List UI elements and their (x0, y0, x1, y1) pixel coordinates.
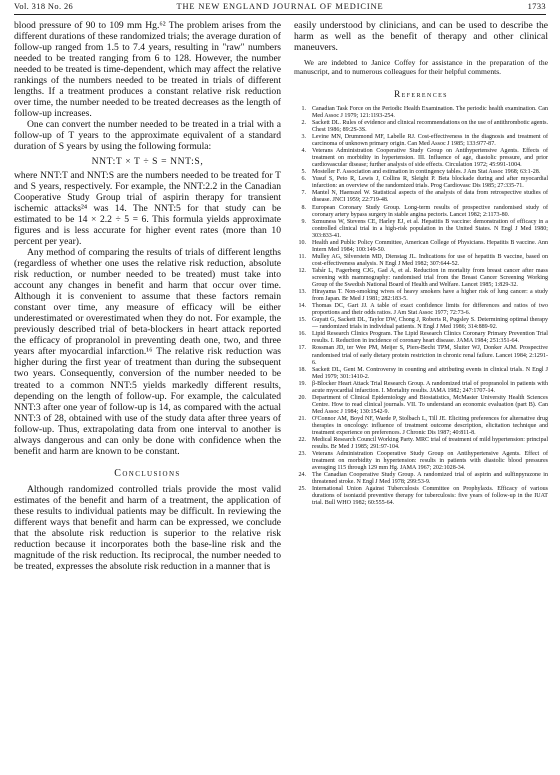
references-heading: References (394, 88, 448, 99)
reference-item (294, 486, 548, 507)
reference-item (294, 190, 548, 204)
reference-item (294, 268, 548, 289)
reference-text: Mosteller F. Association and estimation in contingency tables. J Am Stat Assoc 1968; 63:1-28. (312, 169, 541, 176)
reference-item (294, 148, 548, 169)
reference-text: O'Connor AM, Boyd NF, Warde P, Stolbach L, Till JE. Eliciting preferences for alternative drug therapies in oncology: influence of treatment outcome description, elicitation technique and treatment experience on preferences. J Chronic Dis 1987; 40:811-8. (312, 415, 548, 437)
reference-number: 19. (298, 380, 306, 387)
paragraph-formula-explanation: where NNT:T and NNT:S are the numbers needed to be treated for T and S years, respectively. For example, the NNT:2.2 in the Canadian Cooperative Study Group trial of aspirin therapy for transient ischemic attacks²⁴ was 14. The NNT:5 for that study can be estimated to be 14 × 2.2 ÷ 5 = 6. This formula yields approximate figures and is less accurate for higher event rates (more than 10 percent per year). (14, 170, 281, 248)
reference-text: Guyatt G, Sackett DL, Taylor DW, Chong J, Roberts R, Pugsley S. Determining optimal therapy — randomized trials in individual patients. N Engl J Med 1986; 314:889-92. (312, 317, 548, 331)
reference-item (294, 289, 548, 303)
reference-number: 11. (298, 253, 306, 260)
reference-text: Canadian Task Force on the Periodic Health Examination. The periodic health examination. Can Med Assoc J 1979; 121:1193-254. (312, 105, 548, 119)
header-rule (14, 14, 546, 15)
reference-text: Rossman JD, ter Wee PM, Meijer S, Piers-Becht TPM, Sluiter WJ, Donker AJM. Prospective randomised trial of early dietary protein restriction in chronic renal failure. Lancet 1984; 2:1291-6. (312, 345, 548, 366)
reference-number: 18. (298, 366, 306, 373)
reference-text: European Coronary Study Group. Long-term results of prospective randomised study of coronary artery bypass surgery in stable angina pectoris. Lancet 1982; 2:1173-80. (312, 204, 548, 218)
reference-item (294, 345, 548, 366)
reference-item (294, 240, 548, 254)
reference-text: Medical Research Council Working Party. MRC trial of treatment of mild hypertension: principal results. Br Med J 1985; 291:97-104. (312, 437, 548, 451)
references-list (294, 106, 548, 508)
reference-number: 16. (298, 331, 306, 338)
reference-item (294, 134, 548, 148)
reference-text: Hirayama T. Non-smoking wives of heavy smokers have a higher risk of lung cancer: a study from Japan. Br Med J 1981; 282:183-5. (312, 289, 548, 303)
paragraph-conclusions-continued: easily understood by clinicians, and can be used to describe the harm as well as the benefit of therapy and other clinical maneuvers. (294, 20, 548, 54)
reference-number: 25. (298, 486, 306, 493)
reference-item (294, 331, 548, 345)
reference-text: Veterans Administration Cooperative Study Group on Antihypertensive Agents. Effects of treatment on morbidity in hypertension. III. Influence of age, diastolic pressure, and prior cardiovascular disease; further analysis of side effects. Circulation 1972; 45:991-1004. (312, 148, 548, 169)
reference-text: Tabár L, Fagerberg CJG, Gad A, et al. Reduction in mortality from breast cancer after mass screening with mammography: randomised trial from the Breast Cancer Screening Working Group of the Swedish National Board of Health and Welfare. Lancet 1985; 1:829-32. (312, 267, 548, 289)
reference-text: International Union Against Tuberculosis Committee on Prophylaxis. Efficacy of various durations of isoniazid preventive therapy for tuberculosis: five years of follow-up in the IUAT trial. Bull WHO 1982; 60:555-64. (312, 486, 548, 507)
reference-text: Sackett DL, Gent M. Controversy in counting and attributing events in clinical trials. N Engl J Med 1979; 301:1410-2. (312, 366, 548, 380)
paragraph-trial-length-comparison: Any method of comparing the results of trials of different lengths (regardless of whether one uses the relative risk reduction, absolute risk reduction, or number needed to be treated) must take into account any changes in benefit and harm that occur over time. Although it is convenient to assume that these factors remain constant over time, any measure of efficacy will be either underestimated or overestimated when they do not. For example, the previously described trial of beta-blockers in heart attack reported the efficacy of propranolol in preventing death one, two, and three years after myocardial infarction.¹⁶ The relative risk reduction was higher during the first year of treatment than during the subsequent two years. Consequently, conversion of the number needed to be treated to a common NNT:5 yields markedly different results, depending on the length of follow-up. For example, the calculated NNT:3 after one year of follow-up is 14, as compared with the actual NNT:3 of 28, obtained with use of the study data after three years of follow-up. Thus, extrapolating data from one interval to another is always dangerous and can only be done with confidence when the benefit and harm are known to be constant. (14, 247, 281, 457)
reference-number: 5. (301, 169, 306, 176)
reference-number: 21. (298, 415, 306, 422)
acknowledgments: We are indebted to Janice Coffey for assistance in the preparation of the manuscript, and to numerous colleagues for their helpful comments. (294, 58, 548, 76)
reference-item (294, 219, 548, 240)
reference-item (294, 317, 548, 331)
reference-number: 4. (301, 148, 306, 155)
reference-text: β-Blocker Heart Attack Trial Research Group. A randomized trial of propranolol in patients with acute myocardial infarction. I. Mortality results. JAMA 1982; 247:1707-14. (312, 380, 548, 394)
reference-number: 10. (298, 239, 306, 246)
reference-number: 1. (301, 105, 306, 112)
reference-text: Health and Public Policy Committee, American College of Physicians. Hepatitis B vaccine. Ann Intern Med 1984; 100:149-50. (312, 239, 548, 253)
reference-text: Department of Clinical Epidemiology and Biostatistics, McMaster University Health Sciences Centre. How to read clinical journals. VII. To understand an economic evaluation (part B). Can Med Assoc J 1984; 130:1542-9. (312, 394, 548, 415)
reference-text: The Canadian Cooperative Study Group. A randomized trial of aspirin and sulfinpyrazone in threatened stroke. N Engl J Med 1978; 299:53-9. (312, 472, 548, 486)
reference-text: Sackett DL. Rules of evidence and clinical recommendations on the use of antithrombotic agents. Chest 1986; 89:2S-3S. (312, 119, 548, 133)
reference-number: 2. (301, 119, 306, 126)
reference-number: 13. (298, 289, 306, 296)
page-number: 1733 (527, 2, 546, 11)
reference-item (294, 120, 548, 134)
reference-number: 24. (298, 472, 306, 479)
reference-text: Lipid Research Clinics Program. The Lipid Research Clinics Coronary Primary Prevention Trial results. I. Reduction in incidence of coronary heart disease. JAMA 1984; 251:351-64. (312, 331, 548, 345)
left-column (14, 20, 281, 774)
reference-number: 17. (298, 345, 306, 352)
reference-item (294, 437, 548, 451)
reference-item (294, 205, 548, 219)
reference-text: Levine MN, Drummond MF, Labelle RJ. Cost-effectiveness in the diagnosis and treatment of carcinoma of unknown primary origin. Can Med Assoc J 1985; 133:977-87. (312, 134, 548, 148)
reference-number: 7. (301, 190, 306, 197)
reference-item (294, 106, 548, 120)
reference-number: 20. (298, 394, 306, 401)
reference-item (294, 176, 548, 190)
paragraph-conversion-intro: One can convert the number needed to be treated in a trial with a follow-up of T years to the approximate equivalent of a standard duration of S years by using the following formula: (14, 119, 281, 153)
reference-number: 15. (298, 317, 306, 324)
reference-text: Yusuf S, Peto R, Lewis J, Collins R, Sleight P. Beta blockade during and after myocardial infarction: an overview of the randomized trials. Prog Cardiovasc Dis 1985; 27:335-71. (312, 176, 548, 190)
paragraph-nnt-durations: blood pressure of 90 to 109 mm Hg.⁶² The problem arises from the different durations of these randomized trials; the average duration of follow-up ranged from 1.5 to 7.4 years, resulting in "raw" numbers needed to be treated ranging from 6 to 128. However, the number needed to be treated is time-dependent, which may affect the relative rankings of the numbers needed to be treated in trials of different lengths. If a treatment produces a constant relative risk reduction over time, the number needed to be treated decreases as the length of follow-up increases. (14, 20, 281, 120)
reference-number: 3. (301, 134, 306, 141)
reference-item (294, 472, 548, 486)
reference-number: 23. (298, 451, 306, 458)
reference-number: 9. (301, 218, 306, 225)
reference-number: 6. (301, 176, 306, 183)
nnt-formula: NNT:T × T ÷ S = NNT:S, (91, 156, 204, 168)
reference-item (294, 416, 548, 437)
paragraph-conclusions: Although randomized controlled trials provide the most valid estimates of the benefit and harm of a treatment, the application of these results to individual patients may be difficult. In reviewing the different ways that benefit and harm can be expressed, we conclude that the absolute risk reduction is superior to the relative risk reduction because it incorporates both the base-line risk and the magnitude of the risk reduction. Its reciprocal, the number needed to be treated, expresses the absolute risk reduction in a manner that is (14, 483, 281, 572)
reference-item (294, 367, 548, 381)
reference-item (294, 451, 548, 472)
reference-text: Szmuness W, Stevens CE, Harley EJ, et al. Hepatitis B vaccine: demonstration of efficacy in a controlled clinical trial in a high-risk population in the United States. N Engl J Med 1980; 303:833-41. (312, 218, 548, 239)
journal-title: THE NEW ENGLAND JOURNAL OF MEDICINE (176, 2, 384, 11)
reference-number: 22. (298, 437, 306, 444)
reference-text: Mulley AG, Silverstein MD, Dienstag JL. Indications for use of hepatitis B vaccine, based on cost-effectiveness analysis. N Engl J Med 1982; 307:644-52. (312, 253, 548, 267)
reference-text: Mantel N, Haenszel W. Statistical aspects of the analysis of data from retrospective studies of disease. JNCI 1959; 22:719-48. (312, 190, 548, 204)
reference-item (294, 381, 548, 395)
reference-text: Thomas DC, Gart JJ. A table of exact confidence limits for differences and ratios of two proportions and their odds ratios. J Am Stat Assoc 1977; 72:73-6. (312, 303, 548, 317)
reference-item (294, 395, 548, 416)
reference-item (294, 254, 548, 268)
volume-number: Vol. 318 No. 26 (14, 2, 74, 11)
conclusions-heading: Conclusions (114, 467, 181, 479)
reference-number: 14. (298, 303, 306, 310)
reference-item (294, 303, 548, 317)
reference-text: Veterans Administration Cooperative Study Group on Antihypertensive Agents. Effect of treatment on morbidity in hypertension: results in patients with diastolic blood pressures averaging 115 through 129 mm Hg. JAMA 1967; 202:1028-34. (312, 451, 548, 472)
right-column (294, 20, 548, 774)
reference-number: 8. (301, 204, 306, 211)
reference-number: 12. (298, 267, 306, 274)
